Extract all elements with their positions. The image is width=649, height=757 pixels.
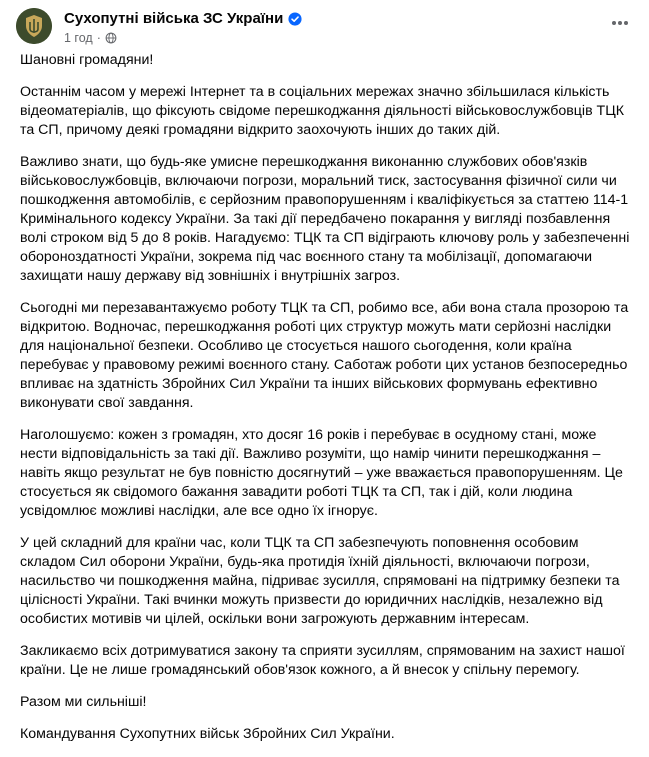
army-emblem-icon [16, 8, 52, 44]
verified-badge-icon [288, 12, 302, 26]
post-paragraph: Наголошуємо: кожен з громадян, хто досяг 16 років і перебуває в осудному стані, може нести відповідальність за такі дії. Важливо розуміти, що намір чинити перешкоджання – навіть якщо результат не був повністю досягнутий – уже вважається правопорушенням. Це стосується як свідомого бажання завадити роботі ТЦК та СП, так і дій, коли людина усвідомлює можливі наслідки, але все одно їх ігнорує. [20, 427, 623, 519]
page-name[interactable]: Сухопутні війська ЗС України [64, 10, 284, 27]
post-paragraph-greeting: Шановні громадяни! [20, 52, 154, 68]
page-avatar[interactable] [16, 8, 52, 44]
meta-separator: · [96, 31, 101, 45]
post-body [20, 51, 632, 757]
post-paragraph: Закликаємо всіх дотримуватися закону та сприяти зусиллям, спрямованим на захист нашої країни. Це не лише громадянський обов'язок кожного, а й внесок у спільну перемогу. [20, 643, 625, 678]
post-paragraph: Останнім часом у мережі Інтернет та в соціальних мережах значно збільшилася кількість відеоматеріалів, що фіксують свідоме перешкоджання діяльності військовослужбовців ТЦК та СП, причому деякі громадяни відкрито заохочують інших до таких дій. [20, 84, 624, 138]
post-timestamp[interactable]: 1 год [64, 31, 93, 45]
author-row [64, 10, 302, 28]
more-options-button[interactable] [605, 8, 635, 38]
post-paragraph-signature: Командування Сухопутних військ Збройних Сил України. [20, 726, 395, 742]
post-paragraph: Важливо знати, що будь-яке умисне перешкоджання виконанню службових обов'язків військовослужбовців, включаючи погрози, моральний тиск, застосування фізичної сили чи пошкодження автомобілів, є серйозним правопорушенням і кваліфікується за статтею 114-1 Кримінального кодексу України. За такі дії передбачено покарання у вигляді позбавлення волі строком від 5 до 8 років. Нагадуємо: ТЦК та СП відіграють ключову роль у забезпеченні обороноздатності України, зокрема під час воєнного стану та мобілізації, допомагаючи захищати нашу державу від зовнішніх і внутрішніх загроз. [20, 154, 630, 284]
post-paragraph: Сьогодні ми перезавантажуємо роботу ТЦК та СП, робимо все, аби вона стала прозорою та відкритою. Водночас, перешкоджання роботі цих структур можуть мати серйозні наслідки для національної безпеки. Особливо це стосується нашого сьогодення, коли країна перебуває у правовому режимі воєнного стану. Саботаж роботи цих установ безпосередньо впливає на здатність Збройних Сил України та інших військових формувань ефективно виконувати свої завдання. [20, 300, 629, 411]
post-meta [64, 30, 117, 46]
post-paragraph-slogan: Разом ми сильніші! [20, 694, 147, 710]
globe-icon[interactable] [105, 32, 117, 44]
post-header [14, 4, 635, 44]
more-horizontal-icon [610, 13, 630, 33]
post-paragraph: У цей складний для країни час, коли ТЦК та СП забезпечують поповнення особовим складом Сил оборони України, будь-яка протидія їхній діяльності, включаючи погрози, насильство чи пошкодження майна, підриває зусилля, спрямовані на підтримку безпеки та цілісності України. Такі вчинки можуть призвести до юридичних наслідків, незалежно від особистих мотивів чи цілей, оскільки вони загрожують державним інтересам. [20, 535, 620, 627]
